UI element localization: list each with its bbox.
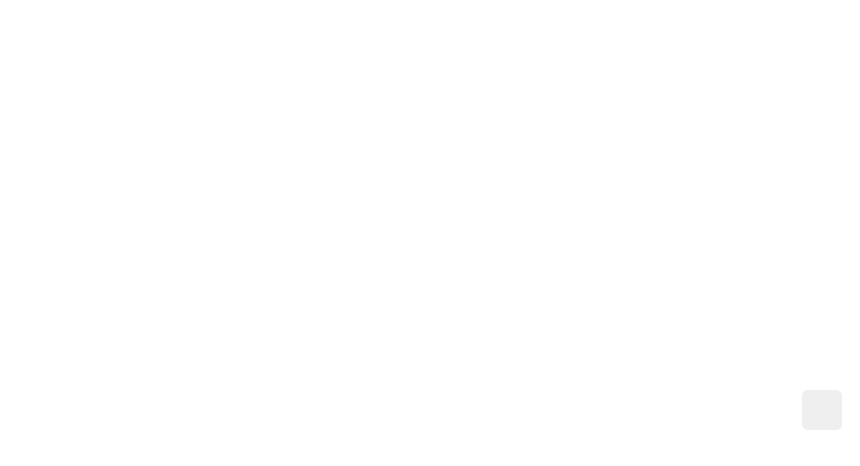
- watermark-logo: [802, 390, 842, 430]
